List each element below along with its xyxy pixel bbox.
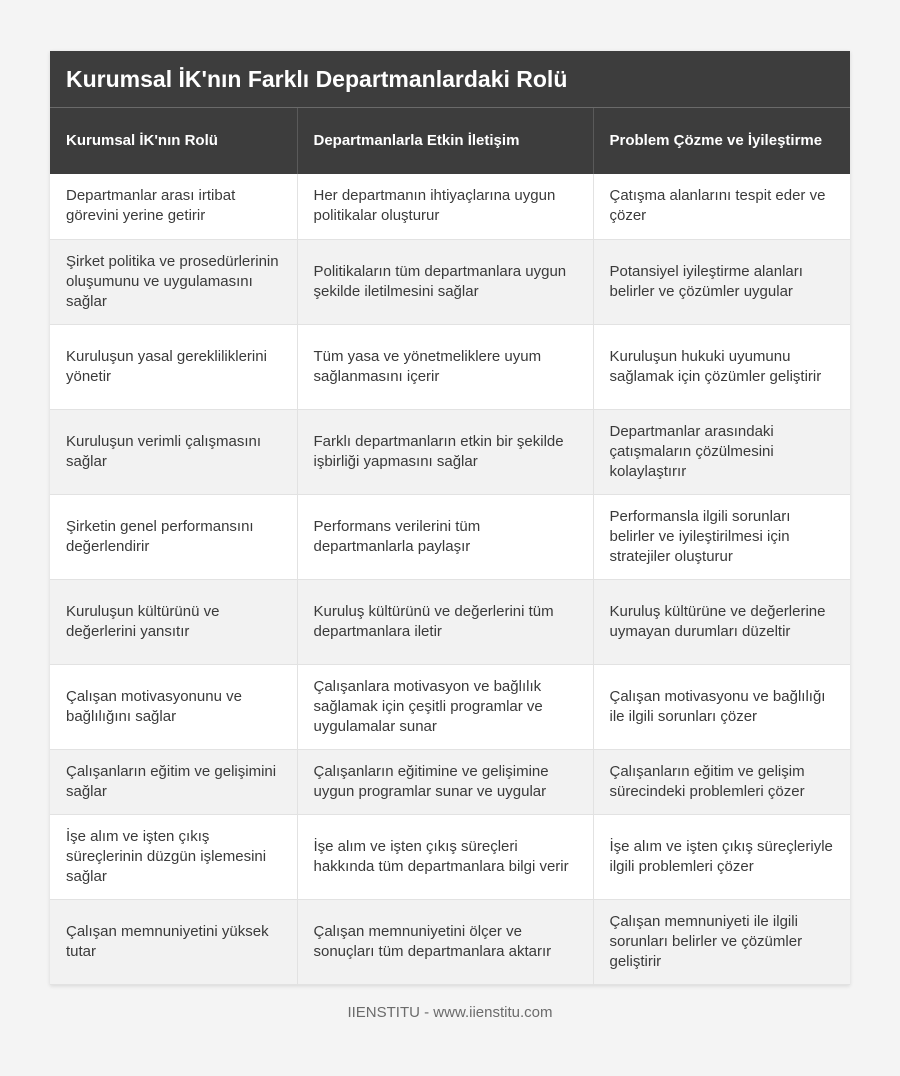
- table-cell: Performansla ilgili sorunları belirler ve iyileştirilmesi için stratejiler oluşturur: [593, 494, 850, 579]
- table-cell: Departmanlar arası irtibat görevini yerine getirir: [50, 174, 297, 239]
- table-cell: Kuruluş kültürüne ve değerlerine uymayan durumları düzeltir: [593, 579, 850, 664]
- table-cell: İşe alım ve işten çıkış süreçleri hakkında tüm departmanlara bilgi verir: [297, 814, 593, 899]
- table-row: [50, 814, 850, 899]
- table-card: [50, 51, 850, 985]
- table-cell: Tüm yasa ve yönetmeliklere uyum sağlanmasını içerir: [297, 324, 593, 409]
- table-cell: Kuruluşun yasal gerekliliklerini yönetir: [50, 324, 297, 409]
- table-cell: Çalışan motivasyonu ve bağlılığı ile ilgili sorunları çözer: [593, 664, 850, 749]
- table-cell: Performans verilerini tüm departmanlarla paylaşır: [297, 494, 593, 579]
- table-row: [50, 749, 850, 814]
- table-cell: Çalışan motivasyonunu ve bağlılığını sağlar: [50, 664, 297, 749]
- table-cell: Kuruluşun verimli çalışmasını sağlar: [50, 409, 297, 494]
- table-cell: Çatışma alanlarını tespit eder ve çözer: [593, 174, 850, 239]
- table-cell: Çalışanlara motivasyon ve bağlılık sağlamak için çeşitli programlar ve uygulamalar sunar: [297, 664, 593, 749]
- table-cell: Kuruluşun kültürünü ve değerlerini yansıtır: [50, 579, 297, 664]
- table-title: Kurumsal İK'nın Farklı Departmanlardaki Rolü: [50, 51, 850, 108]
- table-cell: İşe alım ve işten çıkış süreçlerinin düzgün işlemesini sağlar: [50, 814, 297, 899]
- table-cell: Departmanlar arasındaki çatışmaların çözülmesini kolaylaştırır: [593, 409, 850, 494]
- table-row: [50, 899, 850, 984]
- table-cell: Farklı departmanların etkin bir şekilde işbirliği yapmasını sağlar: [297, 409, 593, 494]
- table-row: [50, 174, 850, 239]
- table-cell: Şirket politika ve prosedürlerinin oluşumunu ve uygulamasını sağlar: [50, 239, 297, 324]
- column-header-problem-solving: Problem Çözme ve İyileştirme: [593, 108, 850, 174]
- table-row: [50, 494, 850, 579]
- table-row: [50, 579, 850, 664]
- table-cell: Politikaların tüm departmanlara uygun şekilde iletilmesini sağlar: [297, 239, 593, 324]
- column-header-communication: Departmanlarla Etkin İletişim: [297, 108, 593, 174]
- column-header-role: Kurumsal İK'nın Rolü: [50, 108, 297, 174]
- table-cell: Çalışan memnuniyeti ile ilgili sorunları belirler ve çözümler geliştirir: [593, 899, 850, 984]
- table-row: [50, 664, 850, 749]
- table-cell: Kuruluşun hukuki uyumunu sağlamak için çözümler geliştirir: [593, 324, 850, 409]
- table-row: [50, 324, 850, 409]
- role-table: [50, 108, 850, 985]
- table-cell: Her departmanın ihtiyaçlarına uygun politikalar oluşturur: [297, 174, 593, 239]
- header-row: [50, 108, 850, 174]
- table-row: [50, 409, 850, 494]
- table-cell: Çalışan memnuniyetini yüksek tutar: [50, 899, 297, 984]
- table-cell: İşe alım ve işten çıkış süreçleriyle ilgili problemleri çözer: [593, 814, 850, 899]
- table-cell: Çalışanların eğitim ve gelişim sürecindeki problemleri çözer: [593, 749, 850, 814]
- table-cell: Kuruluş kültürünü ve değerlerini tüm departmanlara iletir: [297, 579, 593, 664]
- table-cell: Çalışan memnuniyetini ölçer ve sonuçları tüm departmanlara aktarır: [297, 899, 593, 984]
- table-cell: Çalışanların eğitimine ve gelişimine uygun programlar sunar ve uygular: [297, 749, 593, 814]
- table-cell: Çalışanların eğitim ve gelişimini sağlar: [50, 749, 297, 814]
- table-cell: Potansiyel iyileştirme alanları belirler ve çözümler uygular: [593, 239, 850, 324]
- table-cell: Şirketin genel performansını değerlendirir: [50, 494, 297, 579]
- table-row: [50, 239, 850, 324]
- footer-credit: IIENSTITU - www.iienstitu.com: [347, 1004, 553, 1021]
